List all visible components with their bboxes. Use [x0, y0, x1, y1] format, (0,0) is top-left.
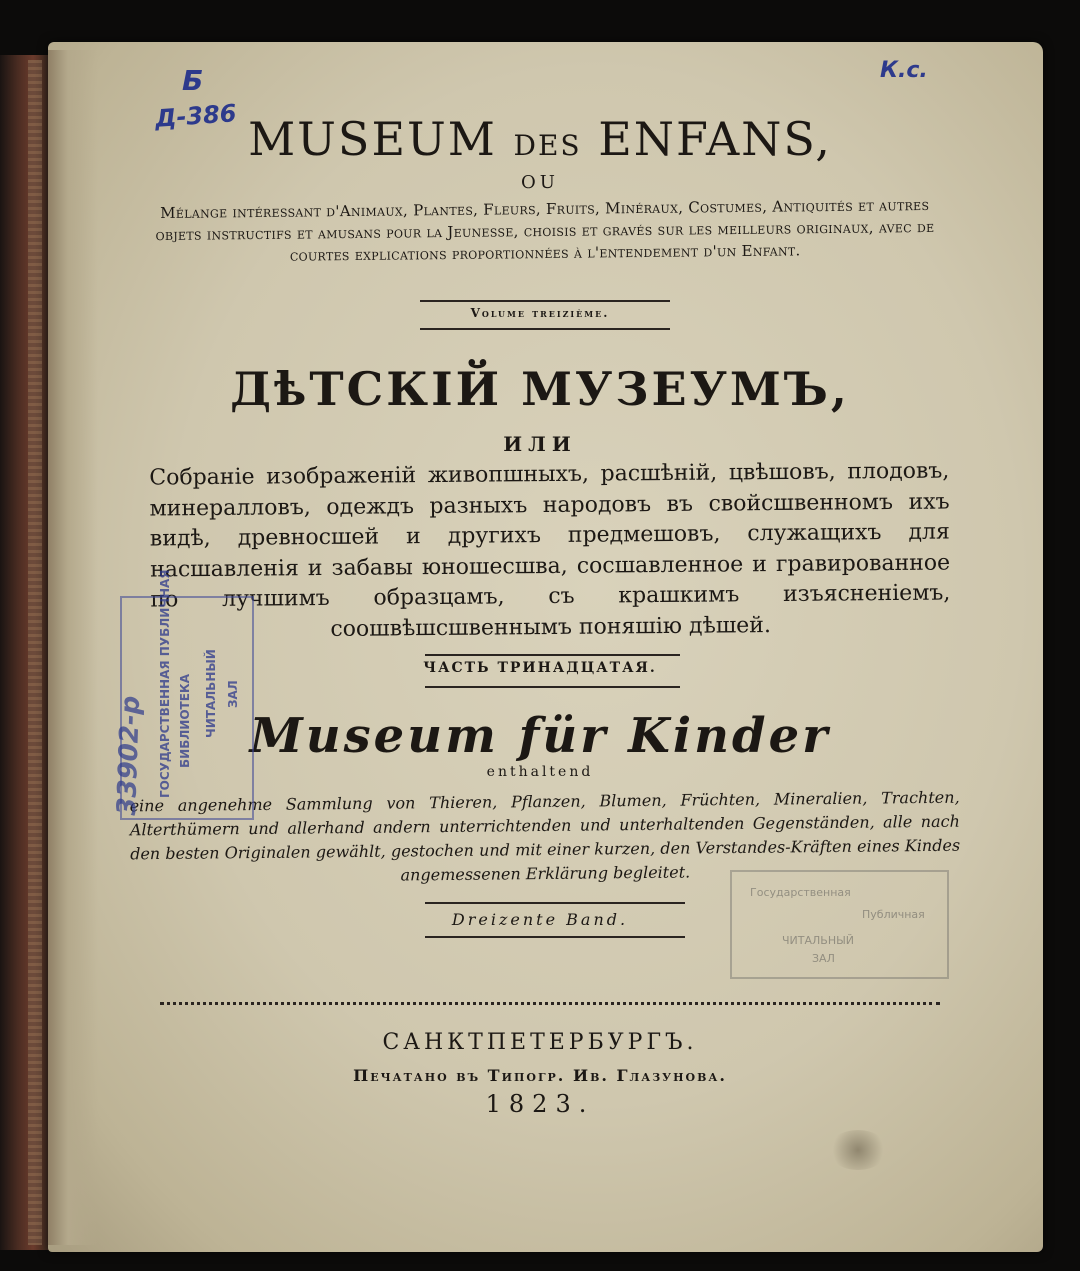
stamp-line-1: ГОСУДАРСТВЕННАЯ ПУБЛИЧНАЯ — [158, 569, 172, 798]
divider-rule — [425, 686, 680, 688]
stamp-line-4: ЗАЛ — [226, 680, 240, 708]
divider-rule — [425, 936, 685, 938]
german-title: Museum für Kinder — [249, 708, 831, 764]
french-ou: OU — [521, 172, 559, 193]
divider-rule — [425, 654, 680, 656]
ornamental-dotted-rule — [160, 1002, 940, 1005]
handwritten-call-number: Д-386 — [154, 99, 238, 133]
russian-title: ДѣТСКІЙ МУЗЕУМЪ, — [230, 362, 850, 416]
inventory-number-stamp: 33902-р — [112, 695, 147, 817]
french-title-des: DES — [513, 129, 582, 162]
divider-rule — [425, 902, 685, 904]
imprint-year: 1823. — [485, 1090, 595, 1118]
imprint-city: САНКТПЕТЕРБУРГЪ. — [382, 1030, 698, 1055]
german-band: Dreizente Band. — [451, 910, 629, 929]
handwritten-shelf-number: Б — [182, 64, 204, 97]
divider-rule — [420, 300, 670, 302]
french-description: Mélange intéressant d'Animaux, Plantes, Fleurs, Fruits, Minéraux, Costumes, Antiquités et autres objets instructifs et amusans pour la Jeunesse, choisis et gravés sur les meilleurs originaux, avec de courtes explications proportionnées à l'entendement d'un Enfant. — [155, 195, 935, 265]
ink-smudge — [828, 1130, 888, 1170]
divider-rule — [420, 328, 670, 330]
russian-description: Собраніе изображеній живопшныхъ, расшѣній, цвѣшовъ, плодовъ, минералловъ, одеждъ разныхъ народовъ въ свойсшвенномъ ихъ видѣ, древносшей и другихъ предмешовъ, служащихъ для насшавленія и забавы юношесшва, сосшавленное и гравированное по лучшимъ образцамъ, съ крашкимъ изъясненіемъ, соошвѣшсшвеннымъ поняшію дѣшей. — [149, 458, 951, 642]
faded-library-stamp — [730, 870, 949, 979]
german-enthaltend: enthaltend — [486, 764, 594, 780]
french-title — [0, 112, 1080, 166]
russian-part: ЧАСТЬ ТРИНАДЦАТАЯ. — [423, 660, 657, 676]
stamp-line-3: ЧИТАЛЬНЫЙ — [204, 649, 218, 738]
stamp-line-2: БИБЛИОТЕКА — [178, 673, 192, 768]
german-description: eine angenehme Sammlung von Thieren, Pflanzen, Blumen, Früchten, Mineralien, Trachten, Alterthümern und allerhand andern unterrichtenden und unterhaltenden Gegenständen, alle nach den besten Originalen gewählt, gestochen und mit einer kurzen, den Verstandes-Kräften eines Kindes angemessenen Erklärung begleitet. — [129, 787, 961, 885]
french-title-part1: MUSEUM — [248, 112, 497, 166]
french-title-part2: ENFANS, — [598, 112, 832, 166]
russian-ili: ИЛИ — [503, 432, 577, 456]
faded-stamp-line-4: ЗАЛ — [812, 952, 835, 965]
faded-stamp-line-2: Публичная — [862, 908, 925, 921]
faded-stamp-line-3: ЧИТАЛЬНЫЙ — [782, 934, 855, 947]
handwritten-corner-mark: К.с. — [880, 58, 928, 83]
imprint-press: Печатано въ Типогр. Ив. Глазунова. — [353, 1066, 727, 1085]
faded-stamp-line-1: Государственная — [750, 886, 851, 899]
french-volume: Volume treizième. — [470, 306, 610, 320]
